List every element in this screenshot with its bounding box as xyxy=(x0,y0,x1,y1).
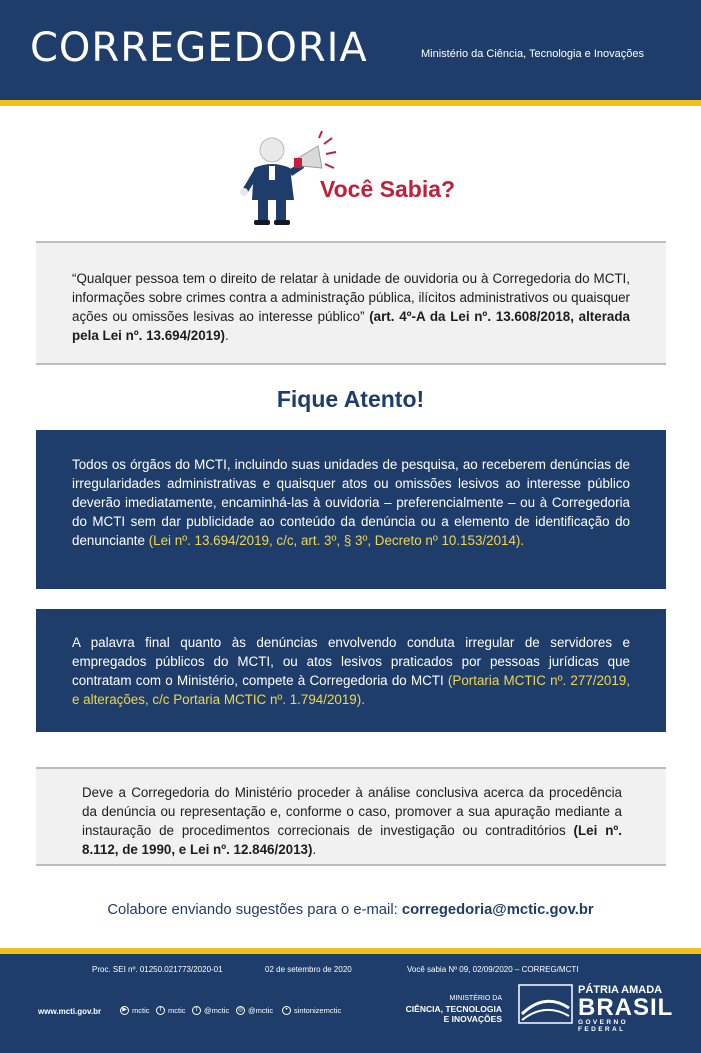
box-2-text: A palavra final quanto às denúncias envolvendo conduta irregular de servidores e empregados públicos do MCTI, ou atos lesivos praticados por pessoas jurídicas que contratam com o Ministério, compete à Corregedoria do MCTI xyxy=(72,635,630,688)
quote-end: . xyxy=(225,328,229,343)
quote-text: “Qualquer pessoa tem o direito de relatar à unidade de ouvidoria ou à Corregedoria do MCTI, informações sobre crimes contra a administração pública, ilícitos administrativos ou quaisquer ações ou omissões lesivas ao interesse público” xyxy=(72,271,630,324)
radio-icon: • xyxy=(282,1006,291,1015)
social-facebook[interactable] xyxy=(156,1006,186,1015)
facebook-icon: f xyxy=(156,1006,165,1015)
conclusao-text: Deve a Corregedoria do Ministério proceder à análise conclusiva acerca da procedência da denúncia ou representação e, conforme o caso, promover a sua apuração mediante a instauração de procedimentos correcionais de investigação ou contraditórios xyxy=(82,785,622,838)
box-1-paragraph xyxy=(72,455,630,550)
twitter-icon: t xyxy=(192,1006,201,1015)
social-handle: mctic xyxy=(132,1006,150,1015)
quote-citation: (art. 4º-A da Lei nº. 13.608/2018, alterada pela Lei nº. 13.694/2019) xyxy=(72,309,631,343)
governo-federal-logo xyxy=(518,984,674,1033)
social-youtube[interactable] xyxy=(120,1006,150,1015)
contact-line xyxy=(0,902,701,918)
voce-sabia-title: Você Sabia? xyxy=(320,176,456,202)
social-handle: mctic xyxy=(168,1006,186,1015)
social-handle: @mctic xyxy=(248,1006,274,1015)
conclusao-box xyxy=(36,767,666,866)
box-1-text: Todos os órgãos do MCTI, incluindo suas unidades de pesquisa, ao receberem denúncias de irregularidades administrativas e quaisquer atos ou omissões lesivos ao interesse público deverão imediatamente, encaminhá-las à ouvidoria – preferencialmente – ou à Corregedoria do MCTI sem dar publicidade ao conteúdo da denúncia ou a elemento de identificação do denunciante xyxy=(72,457,630,548)
mcti-line-3: E INOVAÇÕES xyxy=(443,1014,502,1024)
header-bar xyxy=(0,0,701,100)
box-2-citation: (Portaria MCTIC nº. 277/2019, e alterações, c/c Portaria MCTIC nº. 1.794/2019). xyxy=(72,673,630,707)
social-instagram[interactable] xyxy=(236,1006,273,1015)
contact-text: Colabore enviando sugestões para o e-mail: xyxy=(107,902,402,918)
voce-sabia-box xyxy=(36,241,666,365)
edition-ref: Você sabia Nº 09, 02/09/2020 – CORREG/MCTI xyxy=(407,965,579,974)
fique-atento-title: Fique Atento! xyxy=(276,386,425,412)
mcti-line-1: MINISTÉRIO DA xyxy=(449,995,502,1002)
conclusao-citation: (Lei nº. 8.112, de 1990, e Lei nº. 12.846/2013) xyxy=(82,823,622,857)
social-twitter[interactable] xyxy=(192,1006,229,1015)
corregedoria-logo: CORREGEDORIA xyxy=(30,25,368,71)
box-2-paragraph xyxy=(72,633,630,709)
governo-federal: GOVERNO FEDERAL xyxy=(578,1019,629,1033)
ministry-name: Ministério da Ciência, Tecnologia e Inovações xyxy=(421,48,644,60)
voce-sabia-quote xyxy=(72,269,630,345)
mcti-logo xyxy=(392,994,502,1024)
footer-bar xyxy=(0,954,701,1053)
brasil: BRASIL xyxy=(578,994,674,1021)
mcti-line-2: CIÊNCIA, TECNOLOGIA xyxy=(405,1004,502,1014)
fique-atento-box-2 xyxy=(36,609,666,732)
patria-amada: PÁTRIA AMADA xyxy=(578,984,663,996)
site-link[interactable]: www.mcti.gov.br xyxy=(38,1007,102,1016)
social-handle: sintonizemctic xyxy=(294,1006,342,1015)
social-radio[interactable] xyxy=(282,1006,341,1015)
youtube-icon: ▶ xyxy=(120,1006,129,1015)
brasil-flag-icon xyxy=(518,984,573,1024)
proc-number: Proc. SEI nº. 01250.021773/2020-01 xyxy=(92,965,223,974)
conclusao-paragraph xyxy=(82,783,622,859)
publish-date: 02 de setembro de 2020 xyxy=(265,965,352,974)
conclusao-end: . xyxy=(312,842,317,857)
box-1-citation: (Lei nº. 13.694/2019, c/c, art. 3º, § 3º, Decreto nº 10.153/2014). xyxy=(148,533,525,548)
contact-email-link[interactable]: corregedoria@mctic.gov.br xyxy=(401,902,594,918)
instagram-icon: ◎ xyxy=(237,1007,244,1013)
header-gold-line xyxy=(0,100,701,106)
social-handle: @mctic xyxy=(204,1006,230,1015)
fique-atento-box-1 xyxy=(36,430,666,589)
